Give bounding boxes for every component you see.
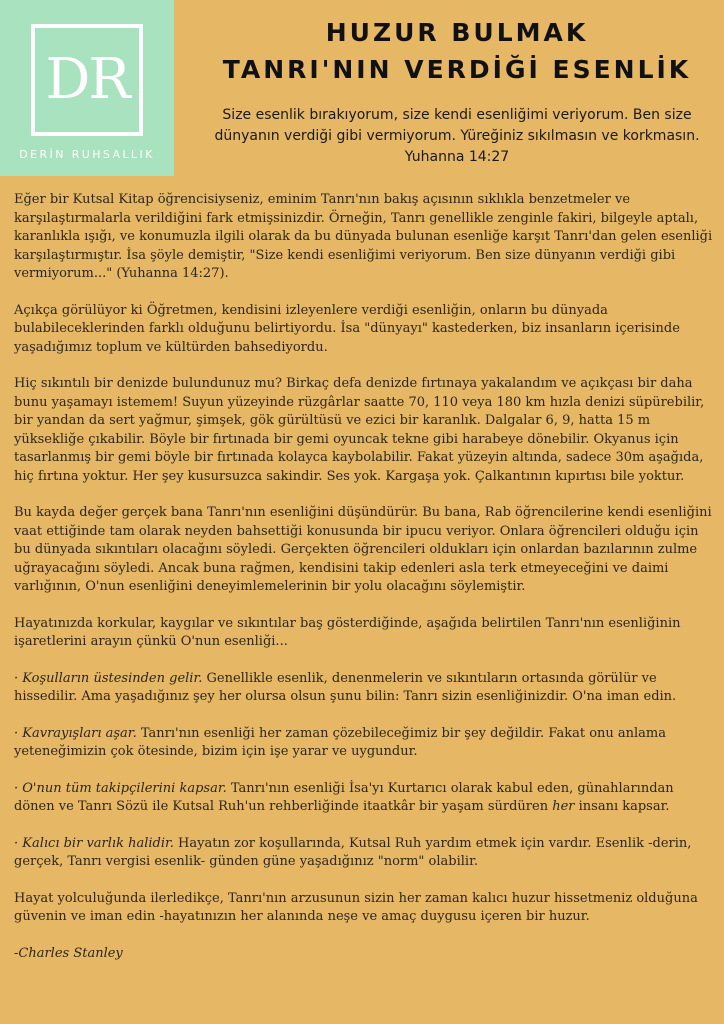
paragraph-3: Hiç sıkıntılı bir denizde bulundunuz mu? Birkaç defa denizde fırtınaya yakalandım ve açıkçası bir daha bunu yaşamayı istemem! Suyun yüzeyinde rüzgârlar saatte 70, 110 veya 180 km hızla denizi süpürebilir, bir yandan da sert yağmur, şimşek, gök gürültüsü ve ezici bir karanlık. Dalgalar 6, 9, hatta 15 m yüksekliğe çıkabilir. Böyle bir fırtınada bir gemi oyuncak tekne gibi harabeye dönebilir. Okyanus için tasarlanmış bir gemi böyle bir fırtınada kolayca kaybolabilir. Fakat yüzeyin altında, sadece 30m aşağıda, hiç fırtına yoktur. Her şey kusursuzca sakindir. Ses yok. Kargaşa yok. Çalkantının kıpırtısı bile yoktur. bbox=[14, 376, 705, 484]
bullet-3-text-b: insanı kapsar. bbox=[574, 799, 670, 814]
signature bbox=[14, 945, 714, 964]
bullet-3-lead: · O'nun tüm takipçilerini kapsar. bbox=[14, 780, 227, 796]
bullet-3-text-a: Tanrı'nın esenliği İsa'yı Kurtarıcı olarak kabul eden, günahlarından dönen ve Tanrı Sözü ile Kutsal Ruh'un rehberliğinde itaatkâr bir yaşam sürdüren bbox=[14, 780, 674, 814]
bullet-2-text: Tanrı'nın esenliği her zaman çözebileceğimiz bir şey değildir. Fakat onu anlama yeteneğimizin çok ötesinde, bizim için işe yarar ve uygundur. bbox=[14, 725, 667, 759]
bullet-1-text: Genellikle esenlik, denenmelerin ve sıkıntıların ortasında görülür ve hissedilir. Ama yaşadığınız şey her olursa olsun şunu bilin: Tanrı sizin esenliğinizdir. O'na iman edin. bbox=[14, 670, 677, 704]
paragraph-6: Hayat yolculuğunda ilerledikçe, Tanrı'nın arzusunun sizin her zaman kalıcı huzur hissetmeniz olduğuna güvenin ve iman edin -hayatınızın her alanında neşe ve amaç duygusu içeren bir huzur. bbox=[14, 890, 698, 924]
page-title bbox=[190, 14, 724, 88]
bullet-2 bbox=[14, 725, 714, 762]
paragraph-1: Eğer bir Kutsal Kitap öğrencisiyseniz, eminim Tanrı'nın bakış açısının sıklıkla benzetmeler ve karşılaştırmalarla verildiğini fark etmişsinizdir. Örneğin, Tanrı genellikle zenginle fakiri, bilgeyle aptalı, karanlıkla ışığı, ve konumuzla ilgili olarak da bu dünyada bulunan esenliğe karşıt Tanrı'dan gelen esenliği karşılaştırmıştır. İsa şöyle demiştir, "Size kendi esenliğimi veriyorum. Ben size dünyanın verdiği gibi vermiyorum..." (Yuhanna 14:27). bbox=[14, 192, 713, 281]
signature-text: -Charles Stanley bbox=[14, 945, 123, 961]
bullet-3-emphasis: her bbox=[552, 799, 575, 814]
bullet-1 bbox=[14, 670, 714, 707]
bullet-2-lead: · Kavrayışları aşar. bbox=[14, 725, 137, 741]
logo-frame bbox=[31, 24, 143, 136]
logo-panel bbox=[0, 0, 174, 176]
header-verse: Size esenlik bırakıyorum, size kendi esenliğimi veriyorum. Ben size dünyanın verdiği gibi vermiyorum. Yüreğiniz sıkılmasın ve korkmasın. Yuhanna 14:27 bbox=[214, 107, 700, 165]
paragraph-4: Bu kayda değer gerçek bana Tanrı'nın esenliğini düşündürür. Bu bana, Rab öğrencilerine kendi esenliğini vaat ettiğinde tam olarak neyden bahsettiği konusunda bir ipucu veriyor. Onlara öğrencileri olduğu için bu dünyada sıkıntıları olacağını söyledi. Gerçekten öğrencileri oldukları için onlardan bazılarının zulme uğrayacağını söyledi. Ancak buna rağmen, kendisini takip edenleri asla terk etmeyeceğini ve daimi varlığının, O'nun esenliğini deneyimlemelerinin bir yolu olacağını söylemiştir. bbox=[14, 505, 712, 594]
logo-monogram: DR bbox=[45, 47, 129, 112]
bullet-1-lead: · Koşulların üstesinden gelir. bbox=[14, 670, 203, 686]
bullet-4-lead: · Kalıcı bir varlık halidir. bbox=[14, 835, 174, 851]
title-line-1: HUZUR BULMAK bbox=[325, 18, 589, 47]
bullet-3 bbox=[14, 780, 714, 817]
article-body bbox=[14, 191, 714, 963]
bullet-4-text: Hayatın zor koşullarında, Kutsal Ruh yardım etmek için vardır. Esenlik -derin, gerçek, Tanrı vergisi esenlik- günden güne yaşadığınız "norm" olabilir. bbox=[14, 835, 692, 869]
logo-caption: DERİN RUHSALLIK bbox=[19, 148, 155, 161]
paragraph-2: Açıkça görülüyor ki Öğretmen, kendisini izleyenlere verdiği esenliğin, onların bu dünyada bulabileceklerinden farklı olduğunu belirtiyordu. İsa "dünyayı" kastederken, biz insanların içerisinde yaşadığımız toplum ve kültürden bahsediyordu. bbox=[14, 302, 680, 355]
paragraph-5: Hayatınızda korkular, kaygılar ve sıkıntılar baş gösterdiğinde, aşağıda belirtilen Tanrı'nın esenliğinin işaretlerini arayın çünkü O'nun esenliği... bbox=[14, 615, 681, 649]
title-line-2: TANRI'NIN VERDİĞİ ESENLİK bbox=[222, 55, 692, 84]
bullet-4 bbox=[14, 835, 714, 872]
